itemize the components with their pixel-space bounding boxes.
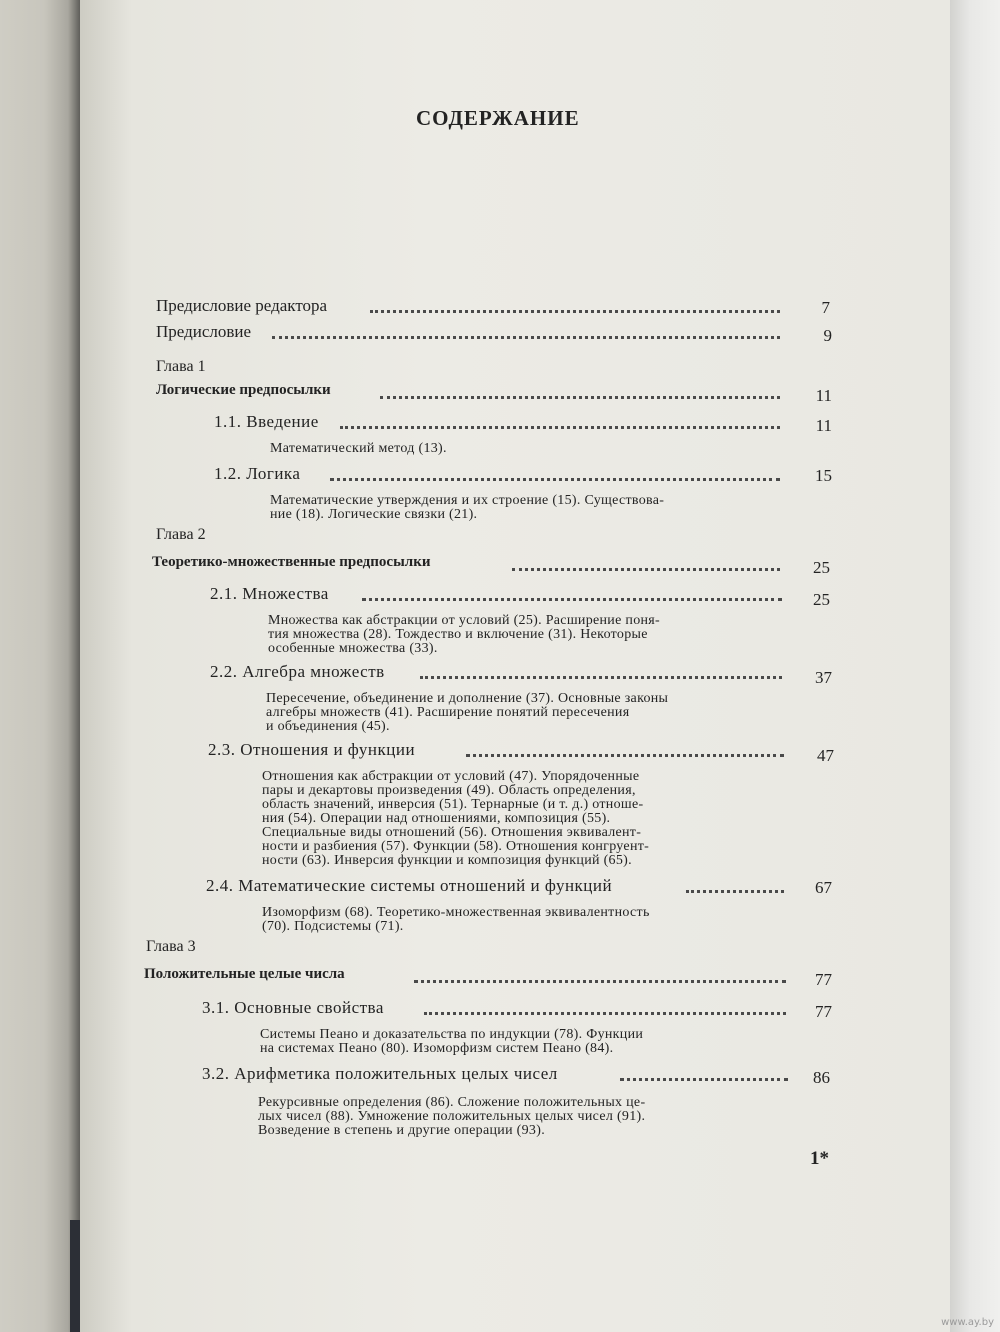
chapter-title: Положительные целые числа xyxy=(144,966,345,982)
leader-dots xyxy=(362,598,782,601)
section-page: 37 xyxy=(815,668,832,687)
book-spine-shadow xyxy=(0,0,80,1332)
toc-entry-label: Предисловие редактора xyxy=(156,296,328,315)
section-description: Возведение в степень и другие операции (93). xyxy=(258,1123,545,1138)
signature-mark: 1* xyxy=(810,1148,829,1169)
leader-dots xyxy=(420,676,782,679)
page-title: СОДЕРЖАНИЕ xyxy=(416,106,580,130)
section-description: Отношения как абстракции от условий (47). Упорядоченные xyxy=(262,769,640,784)
section-description: ности (63). Инверсия функции и композиция функций (65). xyxy=(262,853,632,868)
section-description: область значений, инверсия (51). Тернарные (и т. д.) отноше- xyxy=(262,797,644,812)
section-label: 2.4. Математические системы отношений и функций xyxy=(206,876,613,895)
section-description: Математический метод (13). xyxy=(270,441,447,456)
leader-dots xyxy=(620,1078,788,1081)
section-page: 67 xyxy=(815,878,832,897)
section-label: 2.2. Алгебра множеств xyxy=(210,662,385,681)
section-label: 1.2. Логика xyxy=(214,464,301,483)
leader-dots xyxy=(686,890,784,893)
section-description: Пересечение, объединение и дополнение (37). Основные законы xyxy=(266,691,669,706)
leader-dots xyxy=(512,568,780,571)
section-description: (70). Подсистемы (71). xyxy=(262,919,404,934)
page-stack-edge xyxy=(950,0,1000,1332)
section-page: 11 xyxy=(815,416,832,435)
section-description: Множества как абстракции от условий (25). Расширение поня- xyxy=(268,613,660,628)
section-description: ния (54). Операции над отношениями, композиция (55). xyxy=(262,811,611,826)
section-label: 3.2. Арифметика положительных целых чисел xyxy=(202,1064,558,1083)
section-description: Системы Пеано и доказательства по индукции (78). Функции xyxy=(260,1027,644,1042)
section-description: тия множества (28). Тождество и включение (31). Некоторые xyxy=(268,627,648,642)
section-page: 47 xyxy=(817,746,834,765)
leader-dots xyxy=(466,754,784,757)
leader-dots xyxy=(380,396,780,399)
chapter-title: Логические предпосылки xyxy=(156,382,331,398)
section-description: ние (18). Логические связки (21). xyxy=(270,507,478,522)
section-description: ности и разбиения (57). Функции (58). Отношения конгруент- xyxy=(262,839,650,854)
section-label: 2.3. Отношения и функции xyxy=(208,740,416,759)
section-description: Математические утверждения и их строение (15). Существова- xyxy=(270,493,665,508)
section-page: 86 xyxy=(813,1068,830,1087)
section-label: 1.1. Введение xyxy=(214,412,319,431)
chapter-heading: Глава 3 xyxy=(146,938,196,955)
section-description: Специальные виды отношений (56). Отношения эквивалент- xyxy=(262,825,642,840)
leader-dots xyxy=(272,336,780,339)
section-description: алгебры множеств (41). Расширение понятий пересечения xyxy=(266,705,630,720)
leader-dots xyxy=(424,1012,786,1015)
section-description: Рекурсивные определения (86). Сложение положительных це- xyxy=(258,1095,646,1110)
toc-entry-page: 9 xyxy=(823,326,832,345)
section-label: 3.1. Основные свойства xyxy=(202,998,384,1017)
toc-entry-page: 7 xyxy=(821,298,830,317)
chapter-page: 77 xyxy=(815,970,832,989)
section-description: Изоморфизм (68). Теоретико-множественная эквивалентность xyxy=(262,905,650,920)
section-page: 15 xyxy=(815,466,832,485)
chapter-heading: Глава 2 xyxy=(156,526,206,543)
section-page: 25 xyxy=(813,590,830,609)
section-description: лых чисел (88). Умножение положительных целых чисел (91). xyxy=(258,1109,646,1124)
toc-entry-label: Предисловие xyxy=(156,322,252,341)
chapter-page: 11 xyxy=(815,386,832,405)
chapter-page: 25 xyxy=(813,558,830,577)
section-label: 2.1. Множества xyxy=(210,584,329,603)
watermark: www.ay.by xyxy=(941,1317,994,1328)
leader-dots xyxy=(340,426,780,429)
section-description: пары и декартовы произведения (49). Область определения, xyxy=(262,783,636,798)
leader-dots xyxy=(414,980,786,983)
chapter-heading: Глава 1 xyxy=(156,358,206,375)
section-description: на системах Пеано (80). Изоморфизм систем Пеано (84). xyxy=(260,1041,614,1056)
leader-dots xyxy=(330,478,780,481)
section-description: и объединения (45). xyxy=(266,719,390,734)
section-page: 77 xyxy=(815,1002,832,1021)
section-description: особенные множества (33). xyxy=(268,641,438,656)
chapter-title: Теоретико-множественные предпосылки xyxy=(152,554,431,570)
leader-dots xyxy=(370,310,780,313)
